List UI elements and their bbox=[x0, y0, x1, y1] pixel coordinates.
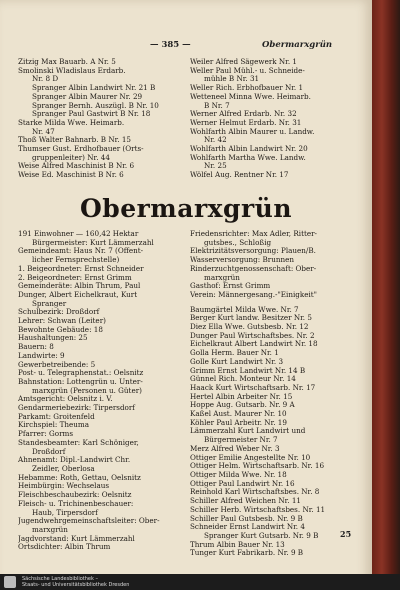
entry-line: Grimm Ernst Landwirt Nr. 14 B bbox=[190, 366, 306, 375]
entry-line: Ottiger Paul Landwirt Nr. 16 bbox=[190, 479, 295, 488]
entry-line: Jugendwehrgemeinschaftsleiter: Ober- bbox=[18, 517, 160, 526]
entry-line: Spranger bbox=[32, 299, 67, 308]
entry-line: Landwirte: 9 bbox=[18, 351, 65, 360]
entry-line: Bahnstation: Lottengrün u. Unter- bbox=[18, 377, 143, 386]
bottom-left-column bbox=[18, 230, 183, 552]
book-edge bbox=[372, 0, 400, 590]
entry-line: 2. Beigeordneter: Ernst Grimm bbox=[18, 273, 132, 282]
entry-line: Jagdvorstand: Kurt Lämmerzahl bbox=[18, 534, 135, 543]
entry-line: Bauern: 8 bbox=[18, 343, 54, 352]
entry-line: Schneider Ernst Landwirt Nr. 4 bbox=[190, 523, 305, 532]
footer-line-1: Sächsische Landesbibliothek – bbox=[22, 576, 98, 582]
entry-line: Lämmerzahl Kurt Landwirt und bbox=[190, 427, 306, 436]
entry-line: Haack Kurt Wirtschaftsarb. Nr. 17 bbox=[190, 383, 316, 392]
entry-line: Thrum Albin Bauer Nr. 13 bbox=[190, 540, 285, 549]
entry-line: Gewerbetreibende: 5 bbox=[18, 360, 96, 369]
bottom-right-column bbox=[190, 230, 362, 558]
entry-line: Spranger Bernh. Auszügl. B Nr. 10 bbox=[32, 101, 159, 110]
entry-line: Ottiger Milda Wwe. Nr. 18 bbox=[190, 470, 287, 479]
entry-line: Köhler Paul Arbeitr. Nr. 19 bbox=[190, 418, 287, 427]
entry-line: Bürgermeister Nr. 7 bbox=[204, 436, 278, 445]
entry-line: Thumser Gust. Erdhofbauer (Orts- bbox=[18, 145, 144, 154]
entry-line: Bürgermeister: Kurt Lämmerzahl bbox=[32, 238, 154, 247]
entry-line: Amtsgericht: Oelsnitz i. V. bbox=[18, 395, 113, 404]
page-number: — 385 — bbox=[150, 40, 191, 50]
entry-line: Wasserversorgung: Brunnen bbox=[190, 256, 294, 265]
entry-line: mühle B Nr. 31 bbox=[204, 75, 260, 84]
entry-line: Starke Milda Wwe. Heimarb. bbox=[18, 118, 125, 127]
entry-line: marxgrün (Personen u. Güter) bbox=[32, 386, 142, 395]
entry-line: Zeidler, Oberlosa bbox=[32, 464, 95, 473]
entry-line: Spranger Kurt Gutsarb. Nr. 9 B bbox=[204, 531, 319, 540]
entry-line: Golle Kurt Landwirt Nr. 3 bbox=[190, 357, 284, 366]
entry-line: Ortsdichter: Albin Thrum bbox=[18, 543, 111, 552]
entry-line: Kaßel Aust. Maurer Nr. 10 bbox=[190, 410, 287, 419]
entry-line: B Nr. 7 bbox=[204, 101, 230, 110]
entry-line: Eichelkraut Albert Landwirt Nr. 18 bbox=[190, 340, 318, 349]
entry-line: Ottiger Helm. Wirtschaftsarb. Nr. 16 bbox=[190, 462, 325, 471]
entry-line: 1. Beigeordneter: Ernst Schneider bbox=[18, 264, 144, 273]
entry-line: Verein: Männergesang.-"Einigkeit" bbox=[190, 290, 317, 299]
entry-line: Schulbezirk: Droßdorf bbox=[18, 308, 100, 317]
entry-line: Gemeinderäte: Albin Thrum, Paul bbox=[18, 282, 141, 291]
entry-line: Schiller Paul Gutsbesb. Nr. 9 B bbox=[190, 514, 303, 523]
entry-line: Pfarrer: Gorms bbox=[18, 430, 74, 439]
entry-line: Weller Rich. Erbhofbauer Nr. 1 bbox=[190, 84, 304, 93]
entry-line: Gemeindeamt: Haus Nr. 7 (Öffent- bbox=[18, 247, 144, 256]
entry-line: Wohlfarth Martha Wwe. Landw. bbox=[190, 153, 306, 162]
entry-line: marxgrün bbox=[32, 525, 68, 534]
entry-line: Fleisch- u. Trichinenbeschauer: bbox=[18, 499, 134, 508]
entry-line: gutsbes., Schloßig bbox=[204, 238, 272, 247]
entry-line: marxgrün bbox=[204, 273, 240, 282]
entry-line: Zitzig Max Bauarb. A Nr. 5 bbox=[18, 58, 116, 66]
entry-line: Haushaltungen: 25 bbox=[18, 334, 88, 343]
entry-line: Nr. 47 bbox=[32, 127, 55, 136]
entry-line: Friedensrichter: Max Adler, Ritter- bbox=[190, 230, 317, 238]
entry-line: Standesbeamter: Karl Schöniger, bbox=[18, 438, 139, 447]
entry-line: Parkamt: Groitenfeld bbox=[18, 412, 95, 421]
entry-line: Gendarmeriebezirk: Tirpersdorf bbox=[18, 404, 135, 413]
entry-line: Spranger Paul Gastwirt B Nr. 18 bbox=[32, 110, 151, 119]
entry-line: Kirchspiel: Theuma bbox=[18, 421, 90, 430]
entry-line: Fleischbeschaubezirk: Oelsnitz bbox=[18, 491, 132, 500]
entry-line: Schiller Herb. Wirtschaftsbes. Nr. 11 bbox=[190, 505, 326, 514]
entry-line: Baumgärtel Milda Wwe. Nr. 7 bbox=[190, 305, 299, 314]
entry-line: Merz Alfred Weber Nr. 3 bbox=[190, 444, 280, 453]
entry-line: Weise Alfred Maschinist B Nr. 6 bbox=[18, 162, 135, 171]
entry-line: Günnel Rich. Monteur Nr. 14 bbox=[190, 375, 296, 384]
entry-line: Dunger, Albert Eichelkraut, Kurt bbox=[18, 290, 138, 299]
entry-line: Tunger Kurt Fabrikarb. Nr. 9 B bbox=[190, 549, 304, 558]
entry-line: Hertel Albin Arbeiter Nr. 15 bbox=[190, 392, 293, 401]
entry-line: Dunger Paul Wirtschaftsbes. Nr. 2 bbox=[190, 331, 315, 340]
entry-line: Weise Ed. Maschinist B Nr. 6 bbox=[18, 171, 124, 180]
entry-line: Bewohnte Gebäude: 18 bbox=[18, 325, 103, 334]
entry-line: 191 Einwohner — 160,42 Hektar bbox=[18, 230, 139, 238]
entry-line: Schiller Alfred Weichen Nr. 11 bbox=[190, 497, 301, 506]
entry-line: Spranger Albin Landwirt Nr. 21 B bbox=[32, 84, 156, 93]
entry-line: gruppenleiter) Nr. 44 bbox=[32, 153, 110, 162]
section-title: Obermarxgrün bbox=[79, 194, 293, 223]
entry-line: Nr. 42 bbox=[204, 136, 227, 145]
entry-line: Smolinski Wladislaus Erdarb. bbox=[18, 66, 126, 75]
entry-line: Hebamme: Roth, Gettau, Oelsnitz bbox=[18, 473, 141, 482]
entry-line: Post- u. Telegraphenstat.: Oelsnitz bbox=[18, 369, 144, 378]
entry-line: Ahnenamt: Dipl.-Landwirt Chr. bbox=[18, 456, 131, 465]
page-header bbox=[0, 40, 372, 54]
entry-line: Golla Herm. Bauer Nr. 1 bbox=[190, 349, 279, 358]
entry-line: Diez Ella Wwe. Gutsbesb. Nr. 12 bbox=[190, 323, 309, 332]
library-footer bbox=[0, 574, 400, 590]
entry-line: Thoß Walter Bahnarb. B Nr. 15 bbox=[18, 136, 131, 145]
footer-line-2: Staats- und Universitätsbibliothek Dresden bbox=[22, 582, 130, 588]
top-right-column bbox=[190, 58, 362, 180]
entry-line: Rinderzuchtgenossenschaft: Ober- bbox=[190, 264, 317, 273]
top-left-column bbox=[18, 58, 183, 180]
entry-line: Elektrizitätsversorgung: Plauen/B. bbox=[190, 247, 316, 256]
entry-line: Nr. 25 bbox=[204, 162, 227, 171]
entry-line: Nr. 8 D bbox=[32, 75, 59, 84]
entry-line: Lehrer: Schwan (Leiter) bbox=[18, 317, 106, 326]
entry-line: Werner Alfred Erdarb. Nr. 32 bbox=[190, 110, 297, 119]
entry-line: Weiler Alfred Sägewerk Nr. 1 bbox=[190, 58, 297, 66]
running-title: Obermarxgrün bbox=[262, 40, 333, 50]
entry-line: Gasthof: Ernst Grimm bbox=[190, 282, 271, 291]
entry-line: Wetteneel Minna Wwe. Heimarb. bbox=[190, 92, 311, 101]
entry-line: Droßdorf bbox=[32, 447, 66, 456]
entry-line: Wohlfarth Albin Landwirt Nr. 20 bbox=[190, 145, 308, 154]
entry-line: Wölfel Aug. Rentner Nr. 17 bbox=[190, 171, 289, 180]
entry-line: Haub, Tirpersdorf bbox=[32, 508, 98, 517]
entry-line: Hoppe Aug. Gutsarb. Nr. 9 A bbox=[190, 401, 295, 410]
entry-line: Ottiger Emilie Angestellte Nr. 10 bbox=[190, 453, 311, 462]
entry-line: Berger Kurt landw. Besitzer Nr. 5 bbox=[190, 314, 312, 323]
entry-line: Spranger Albin Maurer Nr. 29 bbox=[32, 92, 143, 101]
entry-line: Heimbürgin: Wechselaus bbox=[18, 482, 110, 491]
entry-line: Reinhold Karl Wirtschaftsbes. Nr. 8 bbox=[190, 488, 320, 497]
entry-line: Weller Paul Mühl.- u. Schneide- bbox=[190, 66, 305, 75]
library-logo-icon bbox=[4, 576, 16, 588]
entry-line: Werner Helmut Erdarb. Nr. 31 bbox=[190, 118, 302, 127]
entry-line: licher Fernsprechstelle) bbox=[32, 256, 120, 265]
entry-line: Wohlfarth Albin Maurer u. Landw. bbox=[190, 127, 315, 136]
page-footer-number: 25 bbox=[340, 529, 352, 539]
